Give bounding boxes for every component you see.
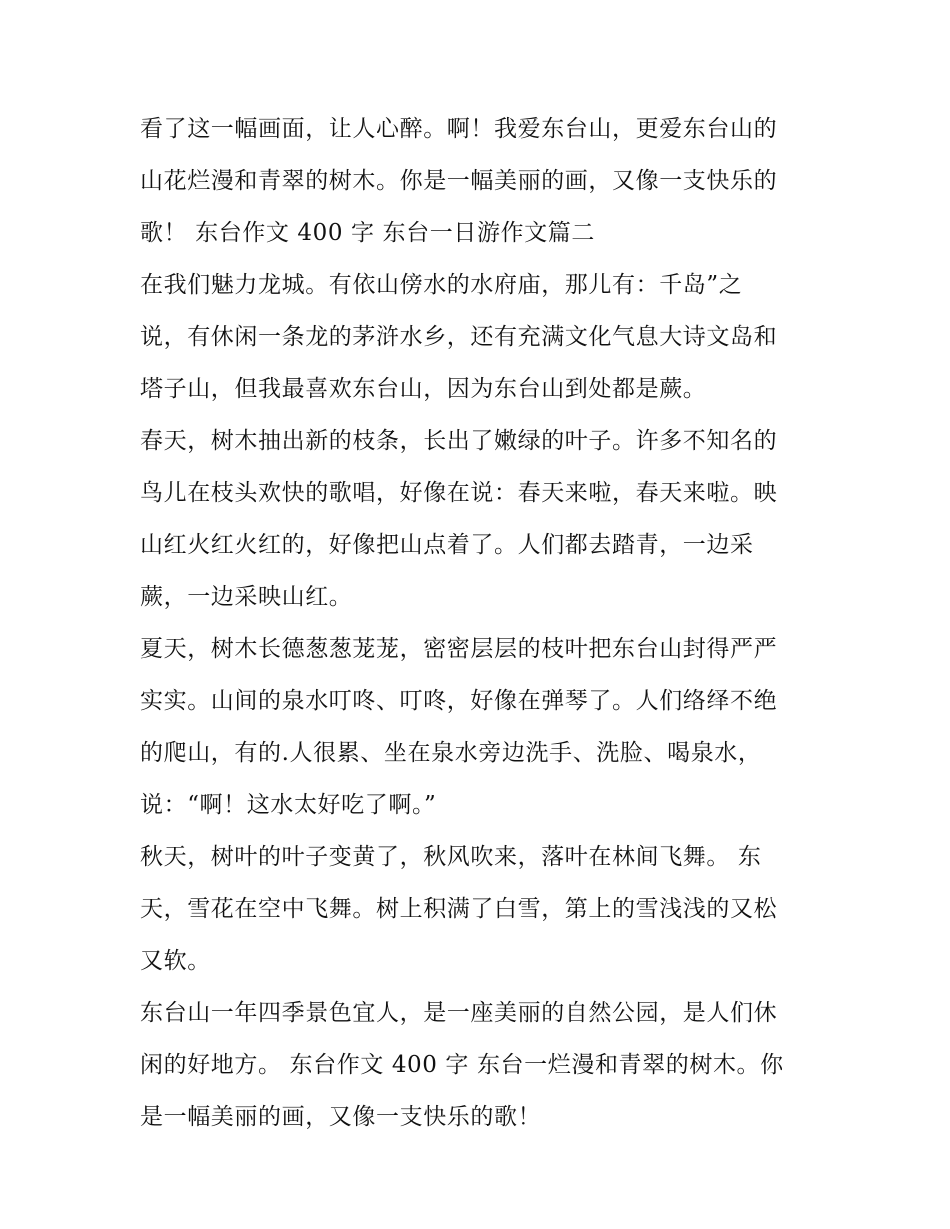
text-line: 说：“啊！这水太好吃了啊。”: [140, 792, 437, 818]
document-body: [140, 103, 820, 1143]
text-line: 蕨，一边采映山红。: [140, 584, 353, 610]
text-line: 看了这一幅画面，让人心醉。啊！我爱东台山，更爱东台山的: [140, 116, 778, 142]
text-line: 春天，树木抽出新的枝条，长出了嫩绿的叶子。许多不知名的: [140, 428, 778, 454]
text-line: 说，有休闲一条龙的茅浒水乡，还有充满文化气息大诗文岛和: [140, 324, 778, 350]
text-line: 的爬山，有的.人很累、坐在泉水旁边洗手、洗脸、喝泉水，: [140, 740, 762, 766]
text-line: 秋天，树叶的叶子变黄了，秋风吹来，落叶在林间飞舞。 东: [140, 844, 762, 870]
text-line: 东台山一年四季景色宜人，是一座美丽的自然公园，是人们休: [140, 1000, 778, 1026]
text-line: 闲的好地方。 东台作文 400 字 东台一烂漫和青翠的树木。你: [140, 1052, 784, 1078]
text-line: 实实。山间的泉水叮咚、叮咚，好像在弹琴了。人们络绎不绝: [140, 688, 778, 714]
text-line: 山花烂漫和青翠的树木。你是一幅美丽的画，又像一支快乐的: [140, 168, 778, 194]
text-line: 在我们魅力龙城。有依山傍水的水府庙，那儿有：千岛”之: [140, 272, 743, 298]
text-line: 歌！ 东台作文 400 字 东台一日游作文篇二: [140, 220, 595, 246]
text-line: 夏天，树木长德葱葱茏茏，密密层层的枝叶把东台山封得严严: [140, 636, 778, 662]
text-line: 天，雪花在空中飞舞。树上积满了白雪，第上的雪浅浅的又松: [140, 896, 778, 922]
text-line: 是一幅美丽的画，又像一支快乐的歌！: [140, 1104, 542, 1130]
text-line: 鸟儿在枝头欢快的歌唱，好像在说：春天来啦，春天来啦。映: [140, 480, 778, 506]
text-line: 山红火红火红的，好像把山点着了。人们都去踏青，一边采: [140, 532, 754, 558]
text-line: 塔子山，但我最喜欢东台山，因为东台山到处都是蕨。: [140, 376, 707, 402]
text-line: 又软。: [140, 948, 211, 974]
